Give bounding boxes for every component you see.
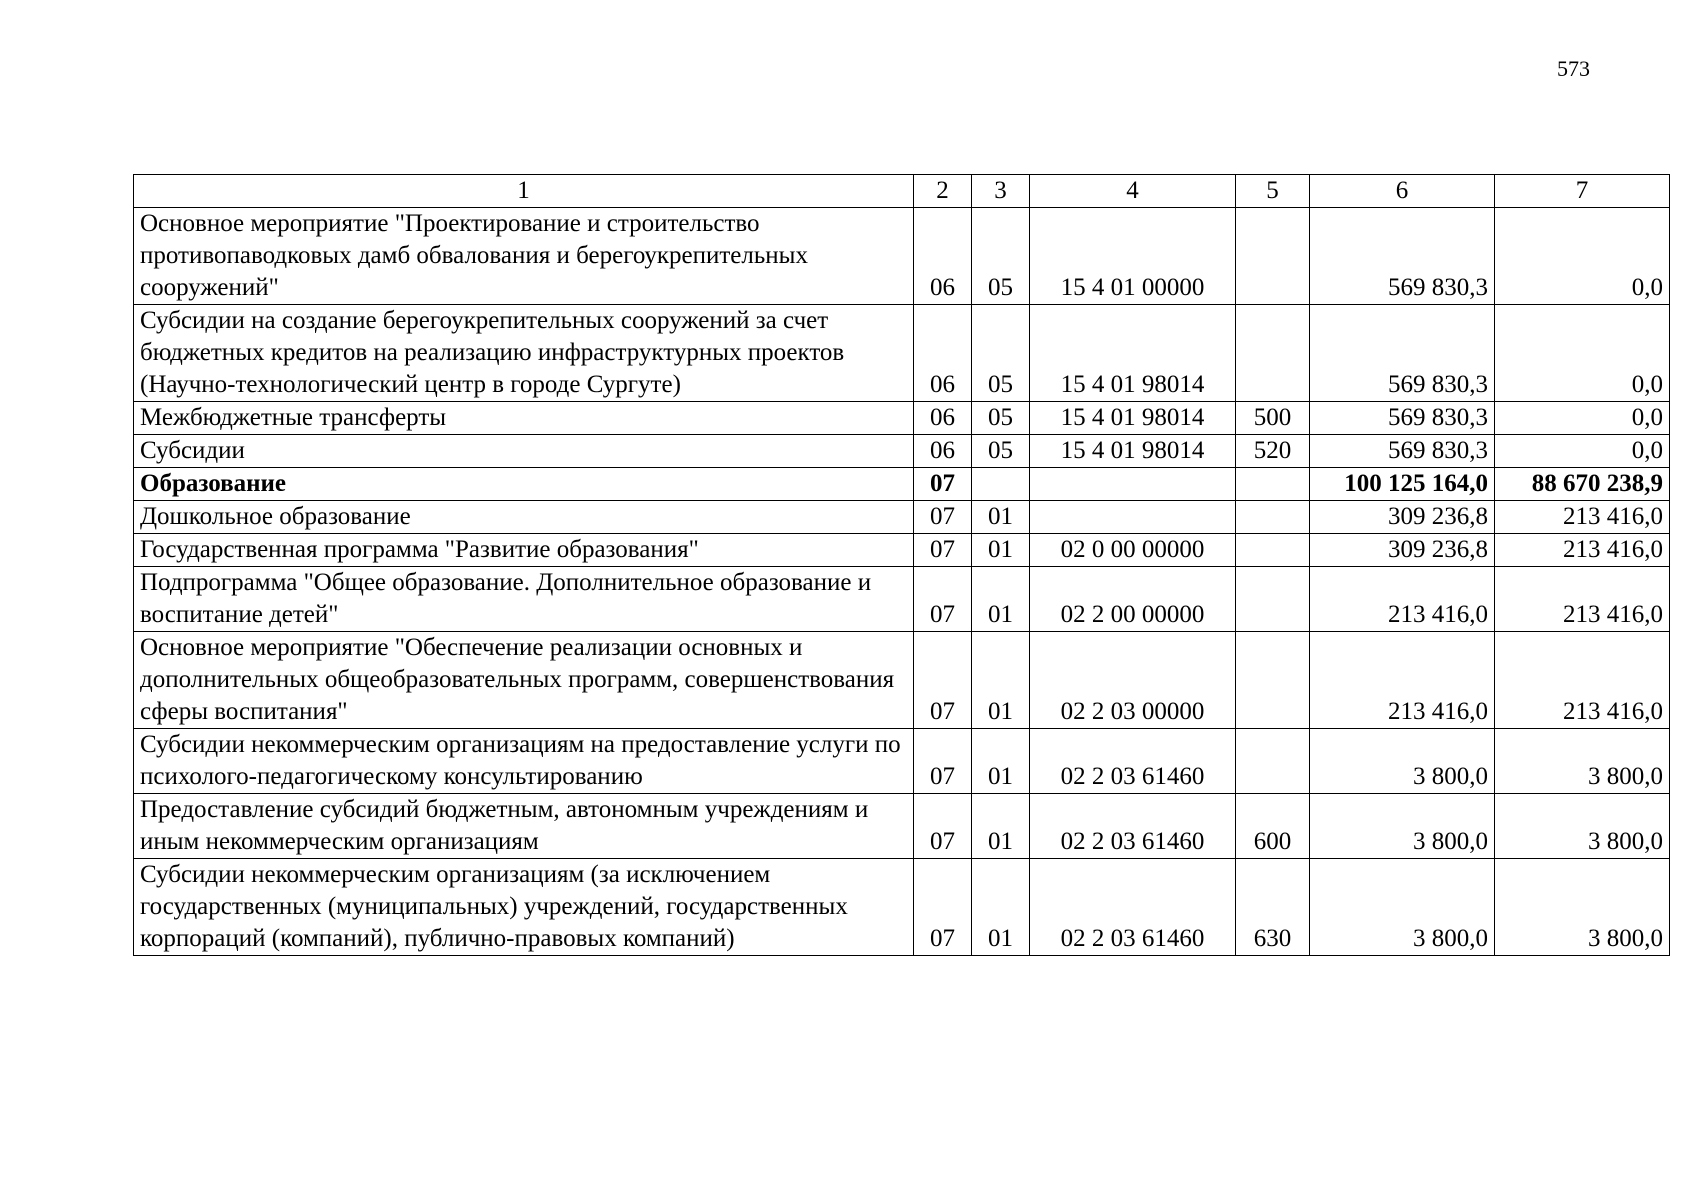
table-row — [134, 305, 1670, 402]
row-expense-type-cell — [1236, 632, 1310, 729]
header-col-7: 7 — [1495, 175, 1670, 208]
row-target-article-cell: 15 4 01 98014 — [1030, 305, 1236, 402]
row-target-article-cell: 15 4 01 98014 — [1030, 402, 1236, 435]
row-section-cell: 07 — [914, 501, 972, 534]
page-number: 573 — [1557, 56, 1590, 81]
row-name-cell: Субсидии некоммерческим организациям (за исключением государственных (муниципальных) учреждений, государственных корпораций (компаний), публично-правовых компаний) — [134, 859, 914, 956]
row-section-cell: 06 — [914, 435, 972, 468]
header-row — [134, 175, 1670, 208]
row-name-cell: Субсидии некоммерческим организациям на предоставление услуги по психолого-педагогическому консультированию — [134, 729, 914, 794]
row-amount-col7-cell: 0,0 — [1495, 305, 1670, 402]
header-col-3: 3 — [972, 175, 1030, 208]
row-expense-type-cell — [1236, 468, 1310, 501]
row-amount-col6-cell: 569 830,3 — [1310, 435, 1495, 468]
row-amount-col7-cell: 3 800,0 — [1495, 859, 1670, 956]
row-expense-type-cell — [1236, 567, 1310, 632]
row-expense-type-cell — [1236, 208, 1310, 305]
row-subsection-cell: 01 — [972, 534, 1030, 567]
row-amount-col7-cell: 0,0 — [1495, 435, 1670, 468]
row-expense-type-cell — [1236, 729, 1310, 794]
row-amount-col6-cell: 3 800,0 — [1310, 859, 1495, 956]
row-amount-col7-cell: 213 416,0 — [1495, 501, 1670, 534]
row-section-cell: 07 — [914, 468, 972, 501]
row-expense-type-cell: 630 — [1236, 859, 1310, 956]
row-section-cell: 07 — [914, 729, 972, 794]
row-section-cell: 06 — [914, 402, 972, 435]
table-row — [134, 567, 1670, 632]
row-name-cell: Основное мероприятие "Обеспечение реализации основных и дополнительных общеобразовательных программ, совершенствования сферы воспитания" — [134, 632, 914, 729]
row-name-cell: Субсидии на создание берегоукрепительных сооружений за счет бюджетных кредитов на реализацию инфраструктурных проектов (Научно-технологический центр в городе Сургуте) — [134, 305, 914, 402]
row-subsection-cell: 01 — [972, 859, 1030, 956]
row-amount-col7-cell: 0,0 — [1495, 402, 1670, 435]
header-col-4: 4 — [1030, 175, 1236, 208]
row-target-article-cell: 15 4 01 00000 — [1030, 208, 1236, 305]
row-name-cell: Подпрограмма "Общее образование. Дополнительное образование и воспитание детей" — [134, 567, 914, 632]
row-target-article-cell: 02 2 00 00000 — [1030, 567, 1236, 632]
row-target-article-cell: 02 2 03 61460 — [1030, 729, 1236, 794]
row-expense-type-cell — [1236, 305, 1310, 402]
row-amount-col6-cell: 213 416,0 — [1310, 567, 1495, 632]
table-row — [134, 632, 1670, 729]
budget-table — [133, 174, 1670, 956]
row-section-cell: 07 — [914, 632, 972, 729]
row-name-cell: Субсидии — [134, 435, 914, 468]
table-row — [134, 208, 1670, 305]
row-subsection-cell: 05 — [972, 305, 1030, 402]
row-subsection-cell: 01 — [972, 501, 1030, 534]
table-body — [134, 208, 1670, 956]
row-amount-col6-cell: 569 830,3 — [1310, 208, 1495, 305]
row-section-cell: 06 — [914, 305, 972, 402]
header-col-5: 5 — [1236, 175, 1310, 208]
row-expense-type-cell — [1236, 534, 1310, 567]
table-row — [134, 402, 1670, 435]
row-section-cell: 07 — [914, 794, 972, 859]
row-target-article-cell: 15 4 01 98014 — [1030, 435, 1236, 468]
row-amount-col7-cell: 213 416,0 — [1495, 632, 1670, 729]
row-amount-col6-cell: 100 125 164,0 — [1310, 468, 1495, 501]
row-subsection-cell — [972, 468, 1030, 501]
row-section-cell: 06 — [914, 208, 972, 305]
row-subsection-cell: 01 — [972, 729, 1030, 794]
table-row — [134, 468, 1670, 501]
row-amount-col6-cell: 569 830,3 — [1310, 402, 1495, 435]
row-target-article-cell: 02 2 03 61460 — [1030, 794, 1236, 859]
row-amount-col6-cell: 3 800,0 — [1310, 794, 1495, 859]
row-target-article-cell: 02 0 00 00000 — [1030, 534, 1236, 567]
row-subsection-cell: 05 — [972, 435, 1030, 468]
row-expense-type-cell: 500 — [1236, 402, 1310, 435]
row-amount-col6-cell: 309 236,8 — [1310, 501, 1495, 534]
row-subsection-cell: 01 — [972, 794, 1030, 859]
row-subsection-cell: 05 — [972, 208, 1030, 305]
row-target-article-cell: 02 2 03 61460 — [1030, 859, 1236, 956]
row-subsection-cell: 05 — [972, 402, 1030, 435]
table-row — [134, 859, 1670, 956]
header-col-1: 1 — [134, 175, 914, 208]
row-amount-col7-cell: 3 800,0 — [1495, 729, 1670, 794]
row-expense-type-cell — [1236, 501, 1310, 534]
row-name-cell: Образование — [134, 468, 914, 501]
row-amount-col7-cell: 213 416,0 — [1495, 567, 1670, 632]
row-name-cell: Государственная программа "Развитие образования" — [134, 534, 914, 567]
row-name-cell: Межбюджетные трансферты — [134, 402, 914, 435]
row-target-article-cell — [1030, 468, 1236, 501]
row-section-cell: 07 — [914, 567, 972, 632]
row-amount-col6-cell: 3 800,0 — [1310, 729, 1495, 794]
row-target-article-cell: 02 2 03 00000 — [1030, 632, 1236, 729]
row-name-cell: Дошкольное образование — [134, 501, 914, 534]
row-amount-col6-cell: 569 830,3 — [1310, 305, 1495, 402]
table-row — [134, 794, 1670, 859]
table-row — [134, 435, 1670, 468]
row-subsection-cell: 01 — [972, 632, 1030, 729]
header-col-6: 6 — [1310, 175, 1495, 208]
row-section-cell: 07 — [914, 534, 972, 567]
row-expense-type-cell: 520 — [1236, 435, 1310, 468]
row-expense-type-cell: 600 — [1236, 794, 1310, 859]
table-row — [134, 534, 1670, 567]
row-amount-col7-cell: 3 800,0 — [1495, 794, 1670, 859]
row-amount-col7-cell: 213 416,0 — [1495, 534, 1670, 567]
table-row — [134, 501, 1670, 534]
table-row — [134, 729, 1670, 794]
row-amount-col7-cell: 88 670 238,9 — [1495, 468, 1670, 501]
row-amount-col7-cell: 0,0 — [1495, 208, 1670, 305]
row-amount-col6-cell: 213 416,0 — [1310, 632, 1495, 729]
row-target-article-cell — [1030, 501, 1236, 534]
row-section-cell: 07 — [914, 859, 972, 956]
row-amount-col6-cell: 309 236,8 — [1310, 534, 1495, 567]
row-subsection-cell: 01 — [972, 567, 1030, 632]
row-name-cell: Предоставление субсидий бюджетным, автономным учреждениям и иным некоммерческим организациям — [134, 794, 914, 859]
header-col-2: 2 — [914, 175, 972, 208]
row-name-cell: Основное мероприятие "Проектирование и строительство противопаводковых дамб обвалования и берегоукрепительных сооружений" — [134, 208, 914, 305]
